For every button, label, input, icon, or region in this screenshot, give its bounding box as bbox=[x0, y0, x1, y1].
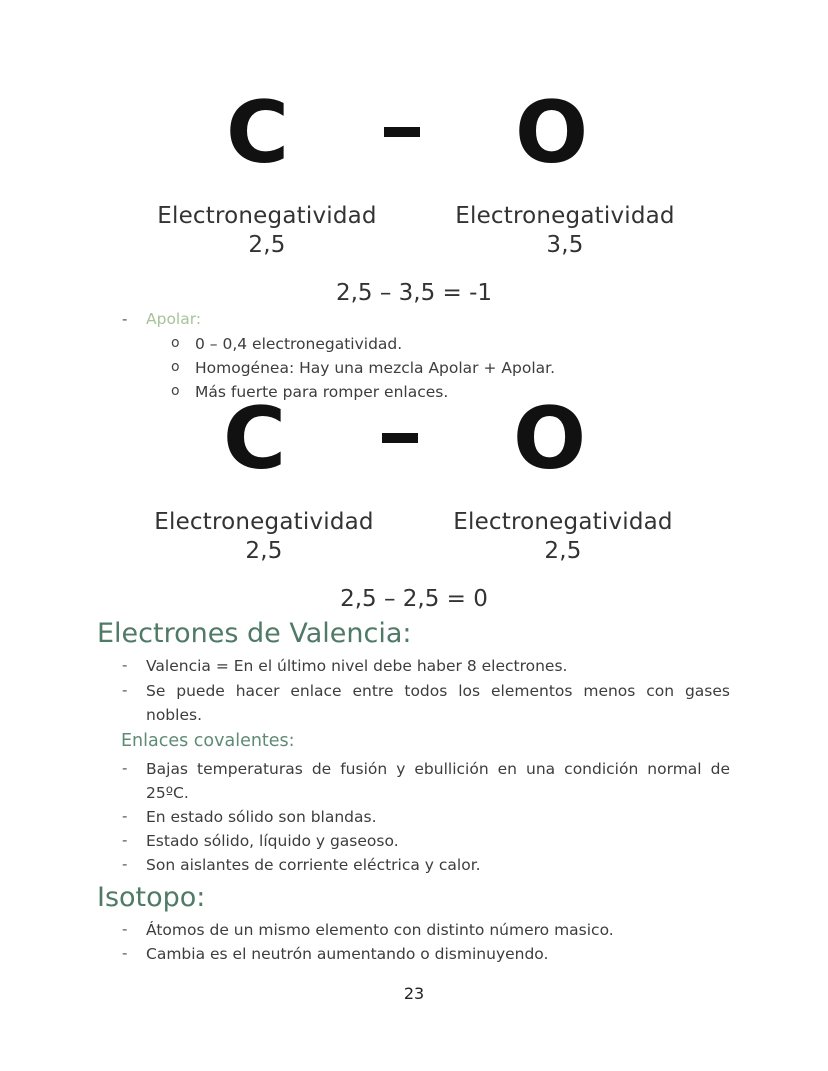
atom-carbon-2: C bbox=[223, 389, 287, 489]
list-dash: - bbox=[122, 656, 128, 674]
list-dash: - bbox=[122, 807, 128, 825]
list-dash: - bbox=[122, 310, 128, 328]
apolar-item: Más fuerte para romper enlaces. bbox=[195, 383, 449, 401]
isotopo-item: Átomos de un mismo elemento con distinto número masico. bbox=[146, 921, 614, 939]
atom-carbon-1: C bbox=[226, 83, 290, 183]
en-value: 2,5 bbox=[544, 538, 582, 564]
apolar-item: Homogénea: Hay una mezcla Apolar + Apolar. bbox=[195, 359, 556, 377]
circle-bullet: o bbox=[171, 359, 180, 375]
circle-bullet: o bbox=[171, 383, 180, 399]
atom-oxygen-1: O bbox=[515, 83, 589, 183]
covalentes-item: Estado sólido, líquido y gaseoso. bbox=[146, 832, 399, 850]
page-number: 23 bbox=[403, 984, 425, 1003]
en-label: Electronegatividad bbox=[157, 203, 377, 229]
en-value: 3,5 bbox=[546, 232, 584, 258]
list-dash: - bbox=[122, 681, 128, 699]
apolar-item: 0 – 0,4 electronegatividad. bbox=[195, 335, 403, 353]
electronegativity-left-1 bbox=[137, 202, 397, 260]
electronegativity-right-1 bbox=[435, 202, 695, 260]
en-label: Electronegatividad bbox=[154, 509, 374, 535]
isotopo-item: Cambia es el neutrón aumentando o disminuyendo. bbox=[146, 945, 549, 963]
circle-bullet: o bbox=[171, 335, 180, 351]
en-label: Electronegatividad bbox=[453, 509, 673, 535]
valencia-item: Se puede hacer enlace entre todos los elementos menos con gases nobles. bbox=[146, 682, 730, 724]
subheading-covalentes: Enlaces covalentes: bbox=[121, 731, 295, 751]
list-dash: - bbox=[122, 944, 128, 962]
atom-oxygen-2: O bbox=[513, 389, 587, 489]
list-dash: - bbox=[122, 759, 128, 777]
equation-1: 2,5 – 3,5 = -1 bbox=[335, 280, 493, 306]
heading-valencia: Electrones de Valencia: bbox=[97, 618, 412, 649]
apolar-title: Apolar: bbox=[146, 310, 202, 328]
en-label: Electronegatividad bbox=[455, 203, 675, 229]
heading-isotopo: Isotopo: bbox=[97, 882, 206, 913]
en-value: 2,5 bbox=[245, 538, 283, 564]
equation-2: 2,5 – 2,5 = 0 bbox=[340, 586, 488, 612]
list-dash: - bbox=[122, 855, 128, 873]
bond-line-1 bbox=[384, 127, 420, 137]
covalentes-item: Bajas temperaturas de fusión y ebullición en una condición normal de 25ºC. bbox=[146, 760, 730, 802]
list-dash: - bbox=[122, 920, 128, 938]
covalentes-item: En estado sólido son blandas. bbox=[146, 808, 377, 826]
electronegativity-right-2 bbox=[433, 508, 693, 566]
bond-line-2 bbox=[382, 433, 418, 443]
list-dash: - bbox=[122, 831, 128, 849]
covalentes-item: Son aislantes de corriente eléctrica y calor. bbox=[146, 856, 481, 874]
electronegativity-left-2 bbox=[134, 508, 394, 566]
valencia-item: Valencia = En el último nivel debe haber 8 electrones. bbox=[146, 657, 568, 675]
en-value: 2,5 bbox=[248, 232, 286, 258]
